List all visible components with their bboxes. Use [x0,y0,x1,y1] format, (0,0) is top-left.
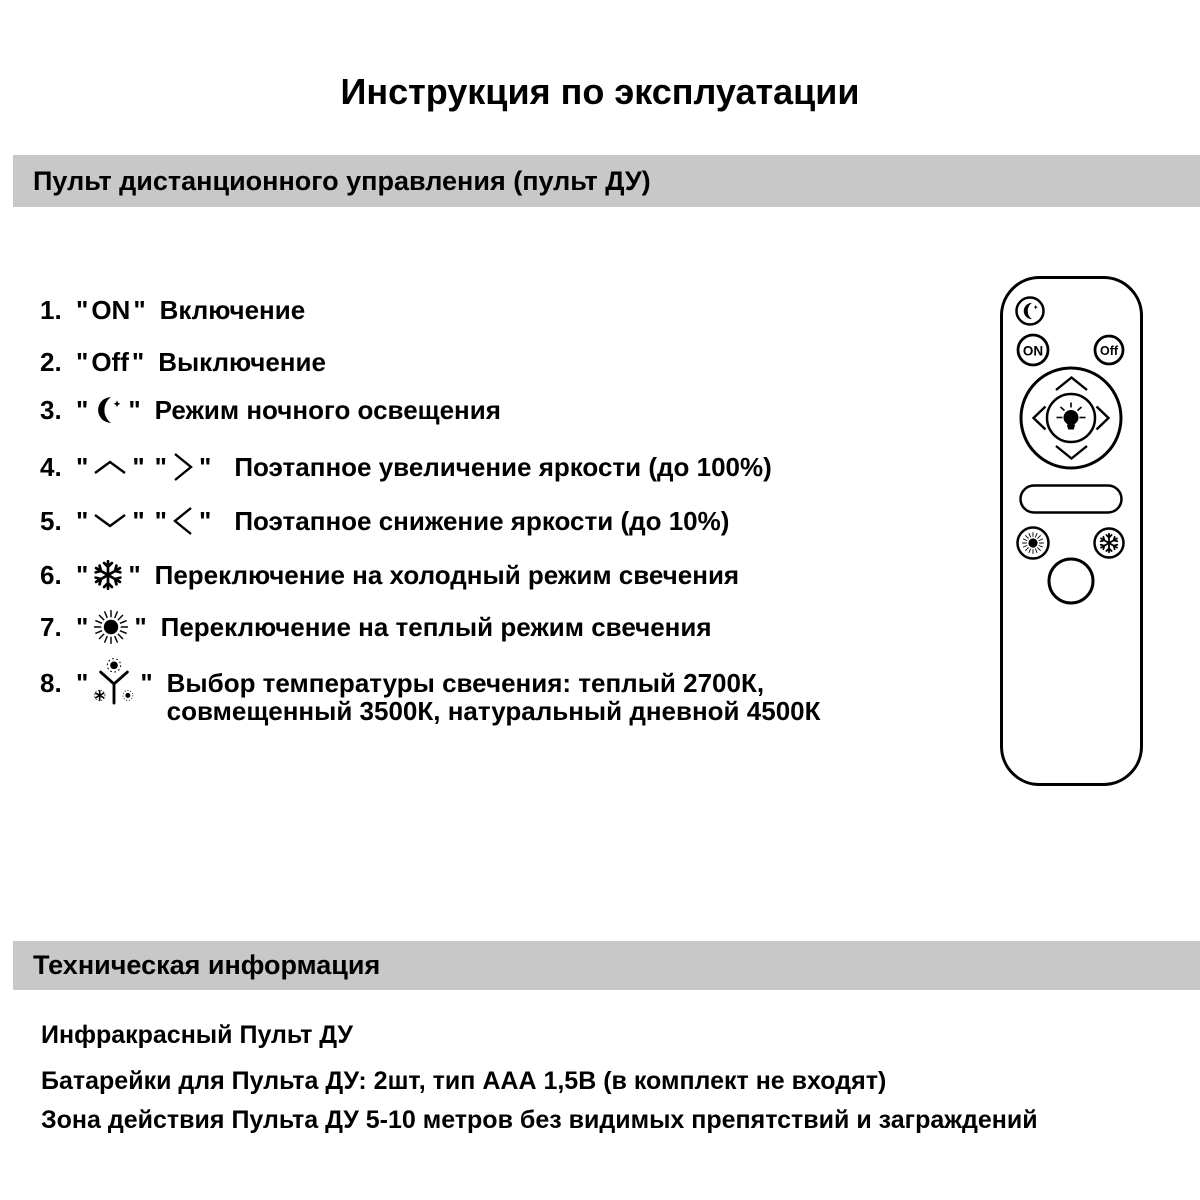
list-item-number: 8. [40,667,62,698]
quote-mark: " [132,505,145,536]
quote-mark: " [128,559,141,590]
list-item-label: Переключение на теплый режим свечения [160,611,712,642]
list-item-label: Выбор температуры свечения: теплый 2700К, [166,668,765,698]
list-item [40,393,501,427]
svg-text:ON: ON [1022,343,1044,359]
quote-mark: " [76,611,89,642]
quote-mark: " [128,394,141,425]
quote-mark: " [154,505,167,536]
on-label: ON [91,294,131,325]
list-item-label-line2: совмещенный 3500К, натуральный дневной 4500К [166,696,821,726]
page-title: Инструкция по эксплуатации [340,71,860,112]
quote-mark: " [198,505,212,536]
quote-mark: " [132,451,145,482]
quote-mark: " [76,346,89,377]
quote-mark: " [134,611,147,642]
moon-icon [93,395,123,425]
list-item-number: 7. [40,611,62,642]
list-item [40,504,729,538]
quote-mark: " [76,451,89,482]
quote-mark: " [76,559,89,590]
section-header-tech-label: Техническая информация [33,950,381,980]
quote-mark: " [76,505,89,536]
list-item-label: Поэтапное увеличение яркости (до 100%) [234,451,772,482]
angle-left-icon [172,506,194,536]
section-header-remote-label: Пульт дистанционного управления (пульт ДУ) [33,165,651,196]
list-item-label: Режим ночного освещения [154,394,501,425]
quote-mark: " [133,294,146,325]
temperature-select-icon [93,658,135,708]
list-item-label: Переключение на холодный режим свечения [154,559,740,590]
list-item [40,293,305,327]
quote-mark: " [154,451,167,482]
off-label: Off [91,346,129,377]
quote-mark: " [76,667,89,698]
list-item-number: 1. [40,294,62,325]
snowflake-icon [93,560,123,590]
quote-mark: " [76,394,89,425]
chevron-down-icon [93,513,127,529]
list-item-label: Выключение [158,346,326,377]
list-item-number: 2. [40,346,62,377]
list-item [40,666,820,725]
chevron-up-icon [93,459,127,475]
tech-info-line: Инфракрасный Пульт ДУ [41,1021,353,1049]
list-item-label: Поэтапное снижение яркости (до 10%) [234,505,730,536]
list-item [40,610,712,644]
quote-mark: " [131,346,145,377]
tech-info-line: Зона действия Пульта ДУ 5-10 метров без видимых препятствий и заграждений [41,1106,1038,1134]
angle-right-icon [172,452,194,482]
tech-info-line: Батарейки для Пульта ДУ: 2шт, тип ААА 1,5В (в комплект не входят) [41,1067,887,1095]
sun-icon [93,609,129,645]
quote-mark: " [198,451,212,482]
list-item-number: 6. [40,559,62,590]
quote-mark: " [76,294,89,325]
list-item [40,558,739,592]
list-item-number: 5. [40,505,62,536]
section-header-tech [13,941,1200,990]
list-item [40,450,772,484]
list-item-number: 4. [40,451,62,482]
quote-mark: " [140,667,153,698]
list-item-number: 3. [40,394,62,425]
remote-illustration [1000,276,1143,786]
list-item-label: Включение [159,294,306,325]
svg-text:Off: Off [1099,344,1119,358]
list-item [40,345,326,379]
section-header-remote [13,155,1200,207]
